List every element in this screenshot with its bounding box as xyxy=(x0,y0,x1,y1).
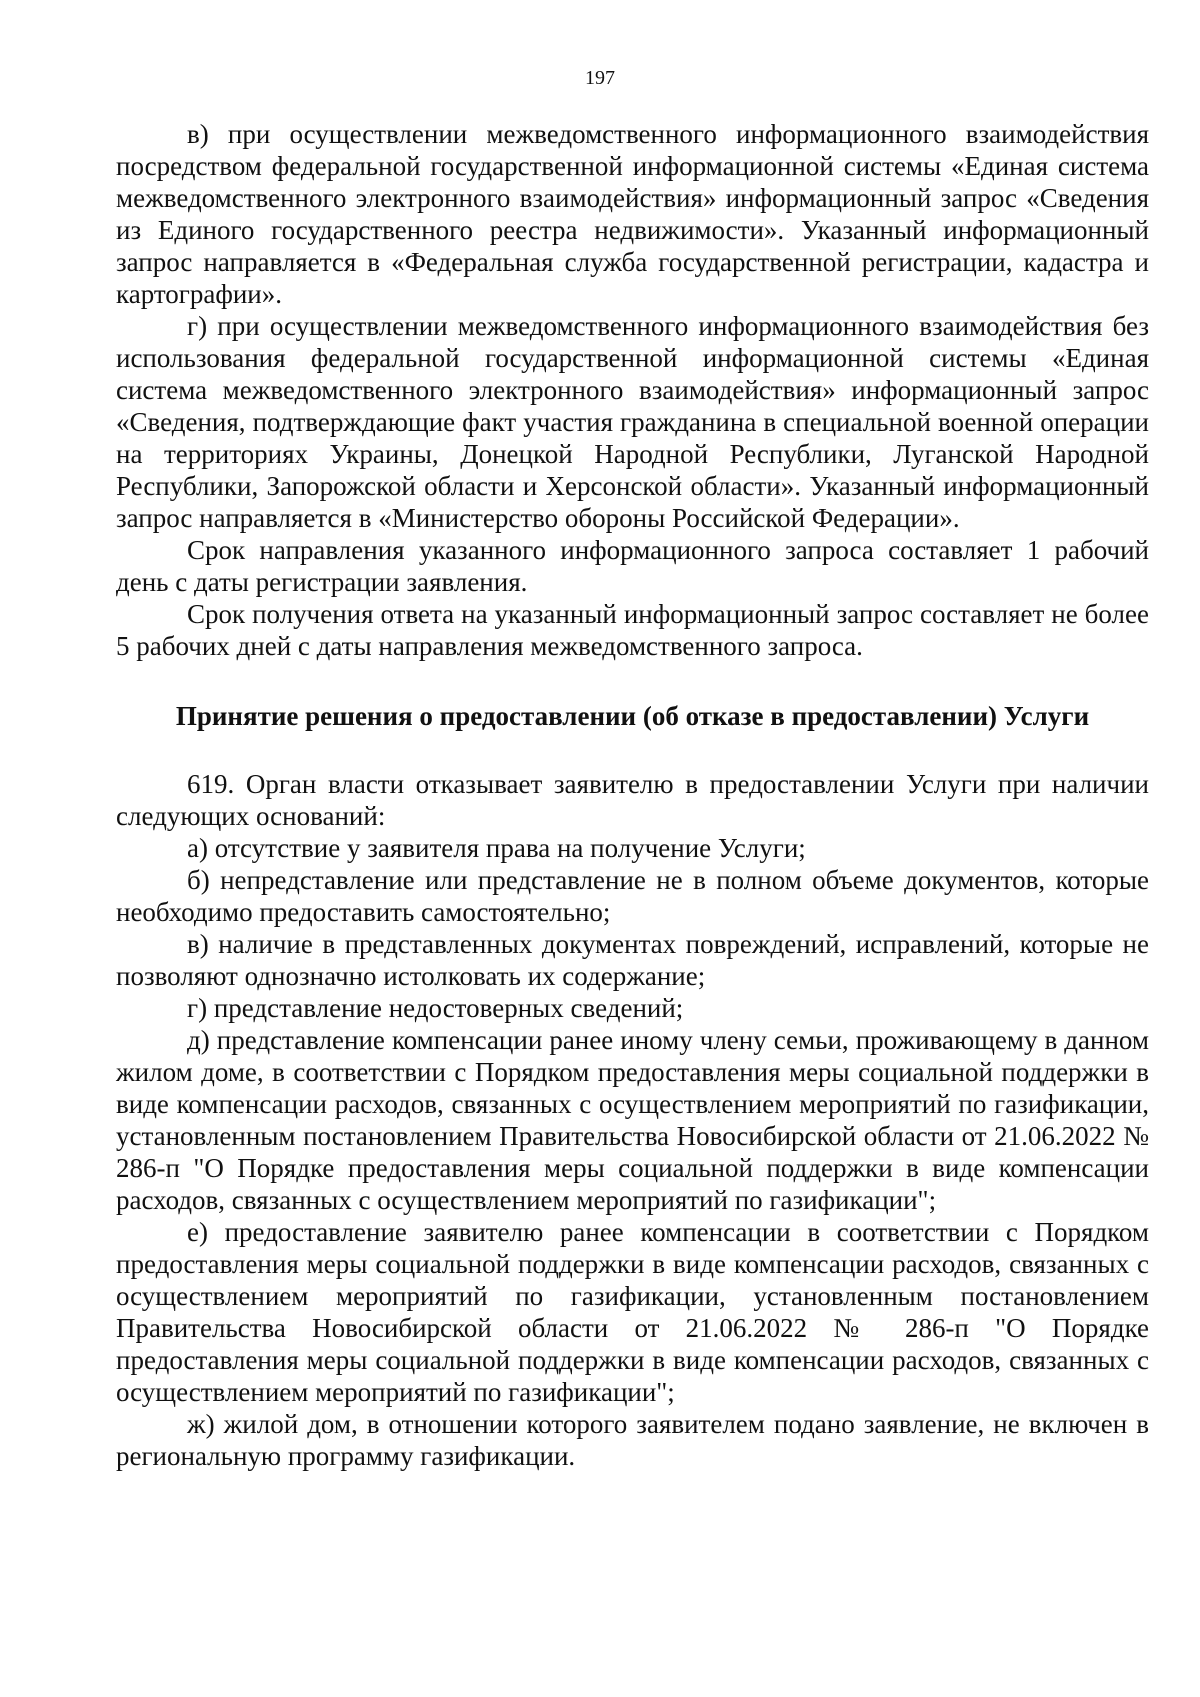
paragraph-interagency-request-defense: г) при осуществлении межведомственного информационного взаимодействия без использования федеральной государственной информационной системы «Единая система межведомственного электронного взаимодействия» информационный запрос «Сведения, подтверждающие факт участия гражданина в специальной военной операции на территориях Украины, Донецкой Народной Республики, Луганской Народной Республики, Запорожской области и Херсонской области». Указанный информационный запрос направляется в «Министерство обороны Российской Федерации». xyxy=(116,311,1149,533)
paragraph-request-deadline: Срок направления указанного информационного запроса составляет 1 рабочий день с даты регистрации заявления. xyxy=(116,535,1149,597)
section-heading: Принятие решения о предоставлении (об отказе в предоставлении) Услуги xyxy=(175,701,1090,731)
list-item-refusal-e: е) предоставление заявителю ранее компенсации в соответствии с Порядком предоставления меры социальной поддержки в виде компенсации расходов, связанных с осуществлением мероприятий по газификации, установленным постановлением Правительства Новосибирской области от 21.06.2022 № 286-п "О Порядке предоставления меры социальной поддержки в виде компенсации расходов, связанных с осуществлением мероприятий по газификации"; xyxy=(116,1217,1149,1407)
paragraph-refusal-grounds: 619. Орган власти отказывает заявителю в предоставлении Услуги при наличии следующих оснований: xyxy=(116,769,1149,831)
list-item-refusal-zh: ж) жилой дом, в отношении которого заявителем подано заявление, не включен в региональную программу газификации. xyxy=(116,1409,1149,1471)
list-item-refusal-a: а) отсутствие у заявителя права на получение Услуги; xyxy=(187,833,806,863)
page-number: 197 xyxy=(585,67,615,89)
paragraph-interagency-request-egrn: в) при осуществлении межведомственного информационного взаимодействия посредством федеральной государственной информационной системы «Единая система межведомственного электронного взаимодействия» информационный запрос «Сведения из Единого государственного реестра недвижимости». Указанный информационный запрос направляется в «Федеральная служба государственной регистрации, кадастра и картографии». xyxy=(116,119,1149,309)
list-item-refusal-d: д) представление компенсации ранее иному члену семьи, проживающему в данном жилом доме, в соответствии с Порядком предоставления меры социальной поддержки в виде компенсации расходов, связанных с осуществлением мероприятий по газификации, установленным постановлением Правительства Новосибирской области от 21.06.2022 № 286-п "О Порядке предоставления меры социальной поддержки в виде компенсации расходов, связанных с осуществлением мероприятий по газификации"; xyxy=(116,1025,1149,1215)
list-item-refusal-b: б) непредставление или представление не в полном объеме документов, которые необходимо предоставить самостоятельно; xyxy=(116,865,1149,927)
paragraph-response-deadline: Срок получения ответа на указанный информационный запрос составляет не более 5 рабочих дней с даты направления межведомственного запроса. xyxy=(116,599,1149,661)
document-body xyxy=(116,118,1149,1472)
list-item-refusal-g: г) представление недостоверных сведений; xyxy=(187,993,684,1023)
list-item-refusal-v: в) наличие в представленных документах повреждений, исправлений, которые не позволяют однозначно истолковать их содержание; xyxy=(116,929,1149,991)
